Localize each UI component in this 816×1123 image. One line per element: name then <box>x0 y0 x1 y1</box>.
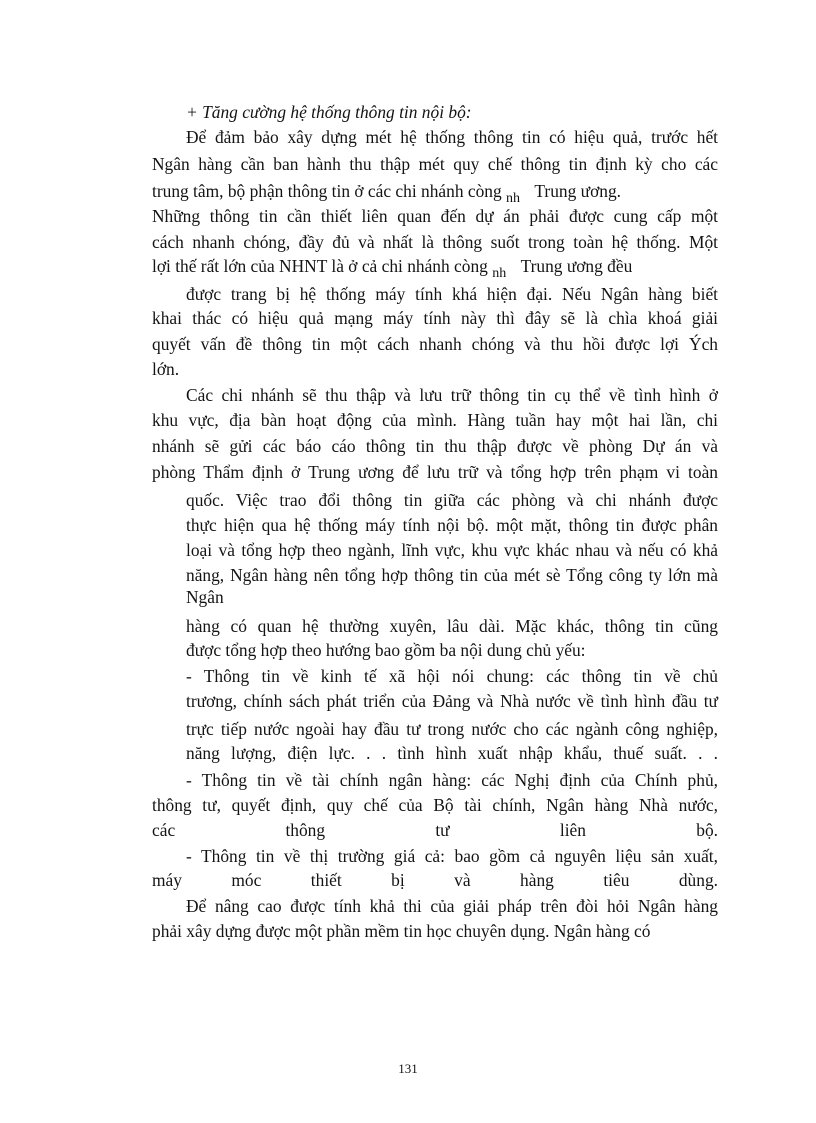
body-line: năng, Ngân hàng nên tổng hợp thông tin của mét sè Tổng công ty lớn mà <box>186 565 718 585</box>
body-line: quyết vấn đề thông tin một cách nhanh chóng và thu hồi được lợi Ých <box>152 334 718 354</box>
body-line: nhánh sẽ gửi các báo cáo thông tin thu thập được về phòng Dự án và <box>152 436 718 456</box>
body-line: máy móc thiết bị và hàng tiêu dùng. <box>152 870 718 890</box>
subscript-fragment: nh <box>506 191 521 206</box>
body-line: năng lượng, điện lực. . . tình hình xuất nhập khẩu, thuế suất. . . <box>186 743 718 763</box>
body-line: Ngân hàng cần ban hành thu thập mét quy chế thông tin định kỳ cho các <box>152 154 718 174</box>
body-line: thông tư, quyết định, quy chế của Bộ tài chính, Ngân hàng Nhà nước, <box>152 795 718 815</box>
body-line: Ngân <box>186 587 224 607</box>
body-line: khu vực, địa bàn hoạt động của mình. Hàng tuần hay một hai lần, chi <box>152 410 718 430</box>
body-line: hàng có quan hệ thường xuyên, lâu dài. Mặc khác, thông tin cũng <box>186 616 718 636</box>
body-line: quốc. Việc trao đổi thông tin giữa các phòng và chi nhánh được <box>186 490 718 510</box>
body-line: trực tiếp nước ngoài hay đầu tư trong nước cho các ngành công nghiệp, <box>186 719 718 739</box>
subscript-fragment: nh <box>492 266 507 281</box>
body-line-text: lợi thế rất lớn của NHNT là ở cả chi nhánh còng <box>152 256 488 276</box>
body-line <box>152 179 621 206</box>
body-line: loại và tổng hợp theo ngành, lĩnh vực, khu vực khác nhau và nếu có khả <box>186 540 718 560</box>
body-line: - Thông tin về kinh tế xã hội nói chung: các thông tin về chủ <box>186 666 718 686</box>
body-line: phải xây dựng được một phần mềm tin học chuyên dụng. Ngân hàng có <box>152 921 651 941</box>
body-line: được trang bị hệ thống máy tính khá hiện đại. Nếu Ngân hàng biết <box>186 284 718 304</box>
page-number: 131 <box>398 1061 418 1076</box>
body-line-text: trung tâm, bộ phận thông tin ở các chi nhánh còng <box>152 181 502 201</box>
body-line: khai thác có hiệu quả mạng máy tính này thì đây sẽ là chìa khoá giải <box>152 308 718 328</box>
body-line: - Thông tin về tài chính ngân hàng: các Nghị định của Chính phủ, <box>186 770 718 790</box>
body-line: Các chi nhánh sẽ thu thập và lưu trữ thông tin cụ thể về tình hình ở <box>186 385 718 405</box>
section-heading: + Tăng cường hệ thống thông tin nội bộ: <box>186 102 472 122</box>
body-line: Những thông tin cần thiết liên quan đến dự án phải được cung cấp một <box>152 206 718 226</box>
body-line: Để đảm bảo xây dựng mét hệ thống thông tin có hiệu quả, trước hết <box>186 127 718 147</box>
body-line: cách nhanh chóng, đầy đủ và nhất là thông suốt trong toàn hệ thống. Một <box>152 232 718 252</box>
body-line: - Thông tin về thị trường giá cả: bao gồm cả nguyên liệu sản xuất, <box>186 846 718 866</box>
body-line: thực hiện qua hệ thống máy tính nội bộ. một mặt, thông tin được phân <box>186 515 718 535</box>
body-line-text: Trung ương. <box>534 181 622 201</box>
body-line: được tổng hợp theo hướng bao gồm ba nội dung chủ yếu: <box>186 640 586 660</box>
body-line: trương, chính sách phát triển của Đảng và Nhà nước về tình hình đầu tư <box>186 691 718 711</box>
body-line <box>152 254 632 281</box>
body-line: các thông tư liên bộ. <box>152 820 718 840</box>
body-line: Để nâng cao được tính khả thi của giải pháp trên đòi hỏi Ngân hàng <box>186 896 718 916</box>
body-line-text: Trung ương đều <box>520 256 633 276</box>
body-line: lớn. <box>152 359 180 379</box>
body-line: phòng Thẩm định ở Trung ương để lưu trữ và tổng hợp trên phạm vi toàn <box>152 462 718 482</box>
